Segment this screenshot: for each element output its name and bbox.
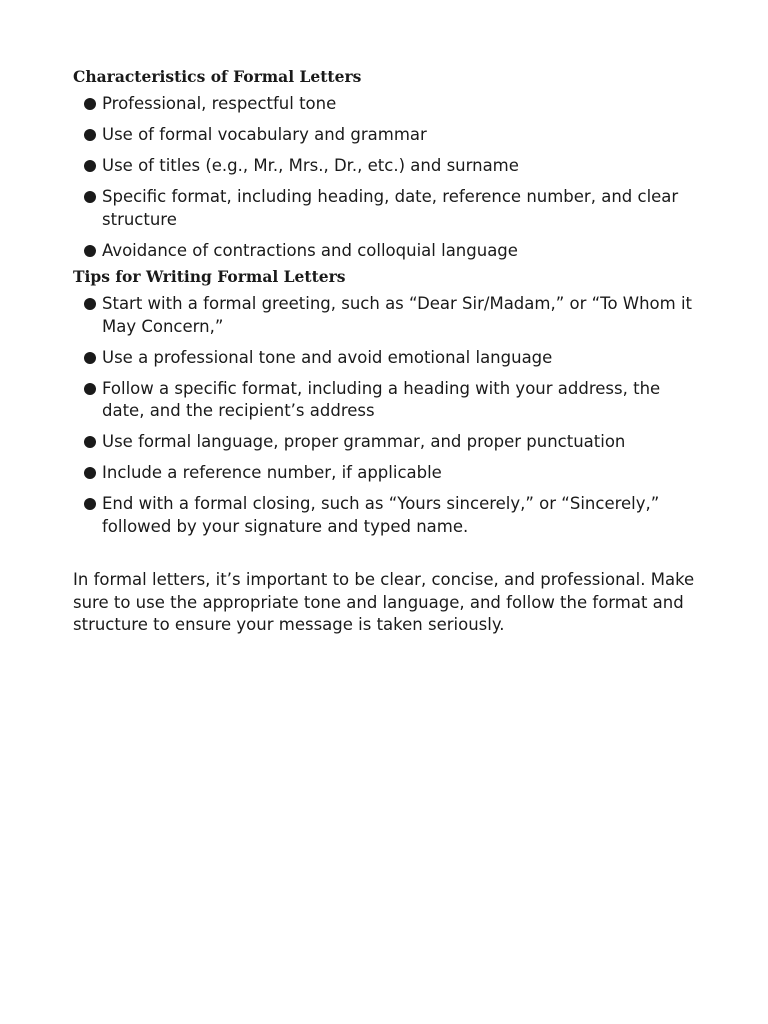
- bullet-icon: [84, 191, 96, 203]
- bullet-icon: [84, 467, 96, 479]
- bullet-icon: [84, 129, 96, 141]
- characteristics-list: [73, 93, 703, 262]
- list-item-text: Avoidance of contractions and colloquial language: [102, 240, 518, 260]
- list-item: [73, 186, 703, 231]
- list-item: [73, 378, 703, 423]
- list-item-text: Use formal language, proper grammar, and proper punctuation: [102, 432, 626, 451]
- list-item-text: Follow a specific format, including a heading with your address, the date, and the recipient’s address: [102, 378, 661, 420]
- list-item: [73, 493, 703, 538]
- bullet-icon: [84, 436, 96, 448]
- bullet-icon: [84, 298, 96, 310]
- list-item-text: Include a reference number, if applicable: [102, 463, 442, 482]
- list-item: [73, 431, 703, 454]
- list-item-text: End with a formal closing, such as “Yours sincerely,” or “Sincerely,” followed by your signature and typed name.: [102, 494, 660, 536]
- section-heading-characteristics: Characteristics of Formal Letters: [73, 67, 362, 86]
- list-item: [73, 155, 703, 178]
- list-item-text: Specific format, including heading, date, reference number, and clear structure: [102, 187, 679, 229]
- list-item: [73, 240, 703, 263]
- list-item-text: Use of titles (e.g., Mr., Mrs., Dr., etc.) and surname: [102, 156, 519, 175]
- list-item-text: Use a professional tone and avoid emotional language: [102, 347, 553, 367]
- list-item: [73, 462, 703, 485]
- bullet-icon: [84, 160, 96, 172]
- list-item-text: Start with a formal greeting, such as “Dear Sir/Madam,” or “To Whom it May Concern,”: [102, 294, 693, 336]
- list-item: [73, 347, 703, 370]
- list-item: [73, 293, 703, 338]
- list-item: [73, 124, 703, 147]
- bullet-icon: [84, 245, 96, 257]
- list-item-text: Professional, respectful tone: [102, 94, 337, 113]
- closing-paragraph: In formal letters, it’s important to be clear, concise, and professional. Make sure to use the appropriate tone and language, and follow the format and structure to ensure your message is taken seriously.: [73, 570, 695, 634]
- tips-list: [73, 293, 703, 538]
- bullet-icon: [84, 98, 96, 110]
- document-page: [73, 66, 703, 637]
- bullet-icon: [84, 352, 96, 364]
- section-heading-tips: Tips for Writing Formal Letters: [73, 267, 346, 286]
- bullet-icon: [84, 498, 96, 510]
- bullet-icon: [84, 383, 96, 395]
- list-item-text: Use of formal vocabulary and grammar: [102, 125, 427, 144]
- list-item: [73, 93, 703, 116]
